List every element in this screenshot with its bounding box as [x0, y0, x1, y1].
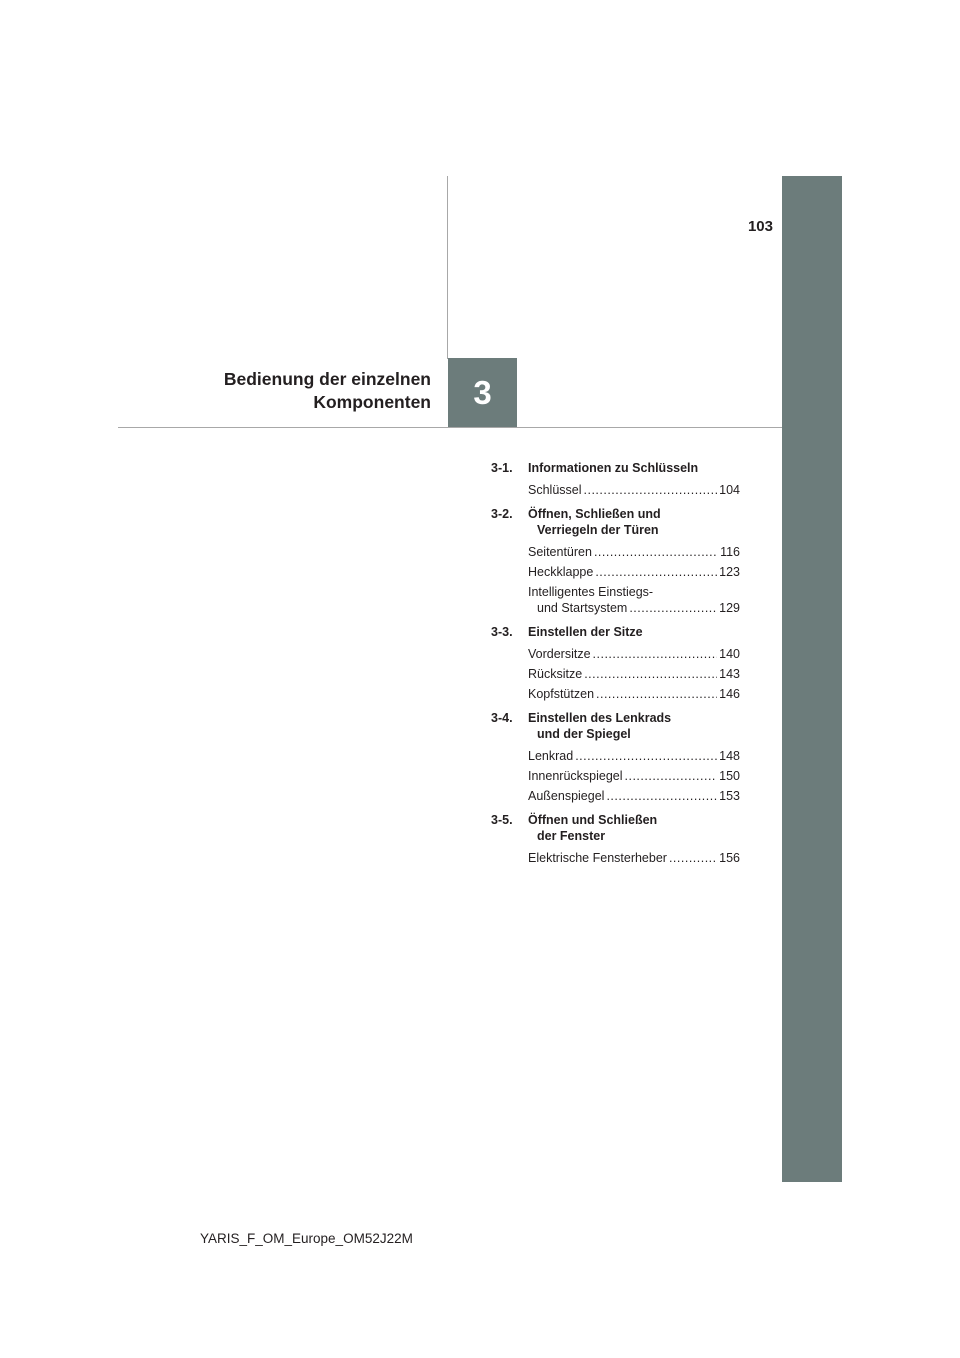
section-number: 3-4.: [491, 711, 513, 725]
entry-page: 156: [719, 851, 740, 865]
entry-page: 123: [719, 565, 740, 579]
dot-leader: [595, 564, 717, 580]
chapter-title: [150, 368, 431, 414]
dot-leader: [629, 600, 717, 616]
section-title: Informationen zu Schlüsseln: [528, 461, 699, 475]
chapter-title-line1: Bedienung der einzelnen: [223, 369, 431, 389]
entry-page: 153: [719, 789, 740, 803]
toc-entry-lenkrad[interactable]: [528, 748, 740, 764]
section-title-line2: und der Spiegel: [537, 727, 631, 741]
vertical-divider: [447, 176, 448, 359]
section-title-line1: Öffnen und Schließen: [528, 813, 658, 827]
horizontal-divider: [118, 427, 782, 428]
entry-label: Kopfstützen: [528, 687, 595, 701]
section-title-line2: der Fenster: [537, 829, 606, 843]
toc-entry-schluessel[interactable]: [528, 482, 740, 498]
section-title-line1: Einstellen des Lenkrads: [528, 711, 672, 725]
toc-entry-aussenspiegel[interactable]: [528, 788, 740, 804]
toc-entry-vordersitze[interactable]: [528, 646, 740, 662]
dot-leader: [593, 646, 718, 662]
chapter-number: 3: [473, 373, 492, 411]
dot-leader: [575, 748, 717, 764]
section-number: 3-2.: [491, 507, 513, 521]
entry-label: Rücksitze: [528, 667, 583, 681]
entry-label: Innenrückspiegel: [528, 769, 623, 783]
table-of-contents: [491, 460, 740, 870]
entry-page: 143: [719, 667, 740, 681]
dot-leader: [596, 686, 717, 702]
chapter-title-line2: Komponenten: [313, 392, 431, 412]
toc-section-3-3[interactable]: [491, 624, 740, 640]
section-title-line1: Öffnen, Schließen und: [528, 507, 661, 521]
chapter-side-tab: [782, 176, 842, 1182]
section-number: 3-5.: [491, 813, 513, 827]
entry-label: Vordersitze: [528, 647, 591, 661]
toc-entry-elektrische-fensterheber[interactable]: [528, 850, 740, 866]
entry-page: 146: [719, 687, 740, 701]
entry-page: 148: [719, 749, 740, 763]
toc-section-3-4[interactable]: [491, 710, 740, 742]
section-title: Einstellen der Sitze: [528, 625, 643, 639]
toc-entry-heckklappe[interactable]: [528, 564, 740, 580]
section-title-line2: Verriegeln der Türen: [537, 523, 659, 537]
entry-label: Lenkrad: [528, 749, 574, 763]
toc-entry-kopfstuetzen[interactable]: [528, 686, 740, 702]
dot-leader: [606, 788, 717, 804]
entry-page: 129: [719, 601, 740, 615]
toc-section-3-5[interactable]: [491, 812, 740, 844]
entry-page: 116: [720, 545, 740, 559]
dot-leader: [594, 544, 718, 560]
entry-label: Schlüssel: [528, 483, 582, 497]
dot-leader: [625, 768, 718, 784]
toc-entry-intelligentes-einstiegssystem[interactable]: [528, 584, 740, 616]
toc-section-3-2[interactable]: [491, 506, 740, 538]
entry-page: 140: [719, 647, 740, 661]
entry-label: Heckklappe: [528, 565, 594, 579]
section-number: 3-3.: [491, 625, 513, 639]
dot-leader: [669, 850, 717, 866]
entry-label-line1: Intelligentes Einstiegs-: [528, 585, 654, 599]
entry-page: 104: [719, 483, 740, 497]
dot-leader: [584, 482, 718, 498]
document-footer-code: YARIS_F_OM_Europe_OM52J22M: [200, 1231, 413, 1246]
entry-page: 150: [719, 769, 740, 783]
chapter-number-box: [448, 358, 517, 427]
page-number: 103: [747, 218, 773, 235]
entry-label-line2: und Startsystem: [537, 601, 628, 615]
toc-entry-innenrueckspiegel[interactable]: [528, 768, 740, 784]
toc-entry-ruecksitze[interactable]: [528, 666, 740, 682]
entry-label: Elektrische Fensterheber: [528, 851, 667, 865]
dot-leader: [584, 666, 717, 682]
section-number: 3-1.: [491, 461, 513, 475]
entry-label: Außenspiegel: [528, 789, 605, 803]
toc-section-3-1[interactable]: [491, 460, 740, 476]
toc-entry-seitentueren[interactable]: [528, 544, 740, 560]
entry-label: Seitentüren: [528, 545, 592, 559]
